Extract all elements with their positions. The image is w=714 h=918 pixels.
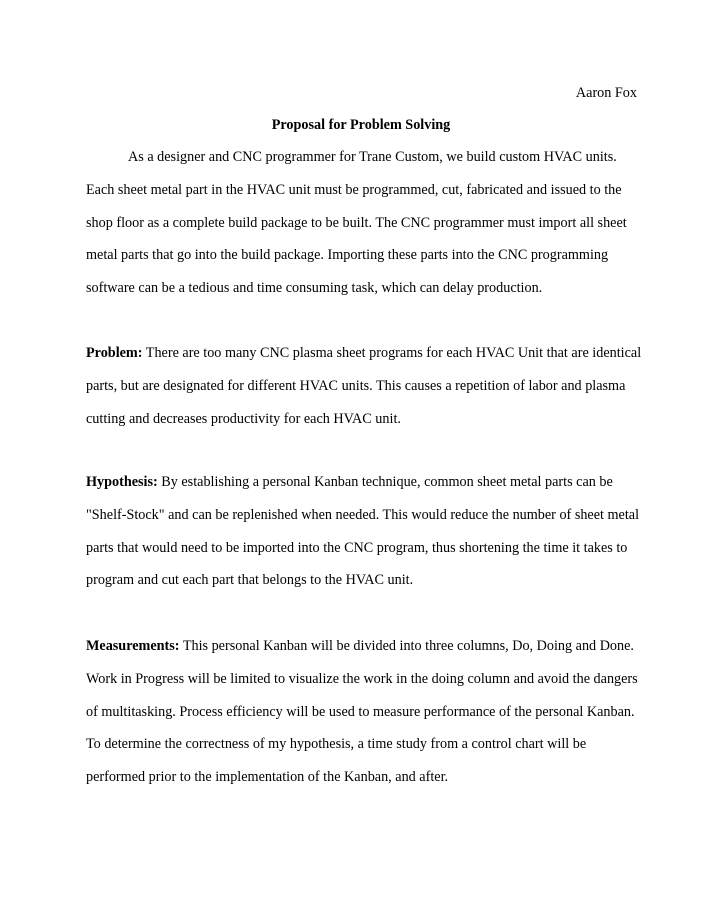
measurements-label: Measurements:: [86, 638, 180, 654]
hypothesis-label: Hypothesis:: [86, 474, 158, 490]
problem-paragraph: [86, 337, 642, 435]
measurements-paragraph: [86, 630, 642, 794]
document-title: Proposal for Problem Solving: [271, 117, 451, 133]
measurements-text: This personal Kanban will be divided into three columns, Do, Doing and Done. Work in Progress will be limited to visualize the work in the doing column and avoid the dangers of multitasking. Process efficiency will be used to measure performance of the personal Kanban. To determine the correctness of my hypothesis, a time study from a control chart will be performed prior to the implementation of the Kanban, and after.: [86, 638, 638, 786]
intro-paragraph: As a designer and CNC programmer for Trane Custom, we build custom HVAC units. Each sheet metal part in the HVAC unit must be programmed, cut, fabricated and issued to the shop floor as a complete build package to be built. The CNC programmer must import all sheet metal parts that go into the build package. Importing these parts into the CNC programming software can be a tedious and time consuming task, which can delay production.: [86, 149, 627, 297]
hypothesis-text: By establishing a personal Kanban technique, common sheet metal parts can be "Shelf-Stock" and can be replenished when needed. This would reduce the number of sheet metal parts that would need to be imported into the CNC program, thus shortening the time it takes to program and cut each part that belongs to the HVAC unit.: [86, 474, 640, 589]
problem-text: There are too many CNC plasma sheet programs for each HVAC Unit that are identical parts, but are designated for different HVAC units. This causes a repetition of labor and plasma cutting and decreases productivity for each HVAC unit.: [86, 345, 642, 427]
author-name: Aaron Fox: [575, 85, 637, 101]
hypothesis-paragraph: [86, 466, 642, 597]
problem-label: Problem:: [86, 345, 143, 361]
